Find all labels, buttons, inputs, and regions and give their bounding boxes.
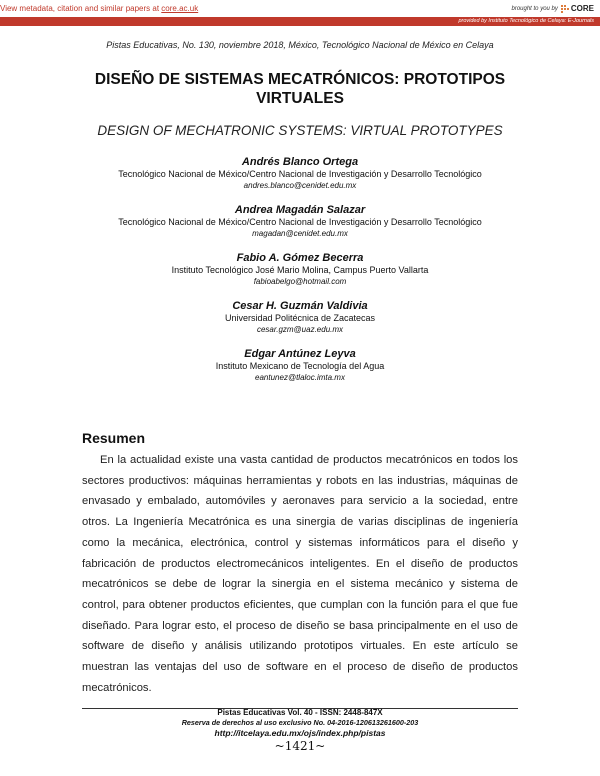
core-brought-by: brought to you by bbox=[511, 5, 558, 12]
author-institution: Tecnológico Nacional de México/Centro Nacional de Investigación y Desarrollo Tecnológico bbox=[118, 169, 482, 179]
paper-title-line-1: DISEÑO DE SISTEMAS MECATRÓNICOS: PROTOTIPOS bbox=[94, 71, 506, 88]
journal-header: Pistas Educativas, No. 130, noviembre 2018, México, Tecnológico Nacional de México en Celaya bbox=[106, 40, 494, 50]
core-provider-strip bbox=[0, 17, 600, 26]
page-number: ~1421~ bbox=[274, 739, 326, 753]
author-institution: Universidad Politécnica de Zacatecas bbox=[224, 313, 376, 323]
author-name: Fabio A. Gómez Becerra bbox=[236, 252, 364, 264]
author-email: andres.blanco@cenidet.edu.mx bbox=[243, 181, 357, 190]
author-email: fabioabelgo@hotmail.com bbox=[253, 277, 347, 286]
author-institution: Tecnológico Nacional de México/Centro Nacional de Investigación y Desarrollo Tecnológico bbox=[118, 217, 482, 227]
author-list bbox=[20, 155, 580, 395]
core-link-domain[interactable]: core.ac.uk bbox=[161, 4, 199, 13]
author-name: Edgar Antúnez Leyva bbox=[244, 348, 356, 360]
author-block bbox=[20, 299, 580, 335]
author-block bbox=[20, 347, 580, 383]
footer-url[interactable]: http://itcelaya.edu.mx/ojs/index.php/pistas bbox=[214, 728, 386, 738]
paper-subtitle: DESIGN OF MECHATRONIC SYSTEMS: VIRTUAL PROTOTYPES bbox=[97, 123, 503, 138]
author-email: eantunez@tlaloc.imta.mx bbox=[255, 373, 345, 382]
core-logo-icon bbox=[561, 5, 569, 13]
abstract-paragraph: En la actualidad existe una vasta cantidad de productos mecatrónicos en todos los sectores productivos: máquinas herramientas y robots en las industrias, máquinas de envasado y embalado, automóviles y aeronaves para servicio a la sociedad, entre otros. La Ingeniería Mecatrónica es una sinergia de varias disciplinas de ingeniería como la mecánica, electrónica, control y sistemas informáticos para el diseño y fabricación de productos electromecánicos inteligentes. En el diseño de productos mecatrónicos se debe de lograr la sinergia en el sistema mecánico y sistema de control, para obtener productos eficientes, que cumplan con la función para el que fue diseñado. Para lograr esto, el proceso de diseño se basa principalmente en el uso de software de diseño y análisis utilizando prototipos virtuales. En este artículo se muestran las ventajas del uso de software en el proceso de diseño de productos mecatrónicos. bbox=[82, 454, 518, 694]
abstract-heading: Resumen bbox=[82, 430, 146, 446]
abstract-body bbox=[82, 450, 518, 698]
footer-rights: Reserva de derechos al uso exclusivo No. 04-2016-120613261600-203 bbox=[181, 718, 419, 727]
core-logo[interactable] bbox=[561, 4, 594, 13]
core-metadata-link[interactable] bbox=[0, 4, 198, 13]
paper-title bbox=[40, 70, 560, 108]
author-email: magadan@cenidet.edu.mx bbox=[252, 229, 348, 238]
author-name: Cesar H. Guzmán Valdivia bbox=[232, 300, 368, 312]
core-branding bbox=[512, 4, 595, 13]
author-name: Andrés Blanco Ortega bbox=[241, 156, 359, 168]
paper-title-line-2: VIRTUALES bbox=[256, 90, 344, 107]
core-provided-by: provided by Instituto Tecnológico de Celaya: E-Journals bbox=[458, 18, 594, 24]
core-link-prefix[interactable]: View metadata, citation and similar papers at bbox=[0, 4, 162, 13]
author-institution: Instituto Tecnológico José Mario Molina, Campus Puerto Vallarta bbox=[171, 265, 429, 275]
author-block bbox=[20, 155, 580, 191]
page-footer bbox=[0, 708, 600, 753]
author-email: cesar.gzm@uaz.edu.mx bbox=[256, 325, 344, 334]
footer-journal-issn: Pistas Educativas Vol. 40 - ISSN: 2448-847X bbox=[217, 708, 383, 717]
core-logo-text: CORE bbox=[570, 4, 594, 13]
author-institution: Instituto Mexicano de Tecnología del Agua bbox=[215, 361, 385, 371]
author-block bbox=[20, 203, 580, 239]
author-block bbox=[20, 251, 580, 287]
core-banner bbox=[0, 0, 600, 28]
author-name: Andrea Magadán Salazar bbox=[234, 204, 366, 216]
